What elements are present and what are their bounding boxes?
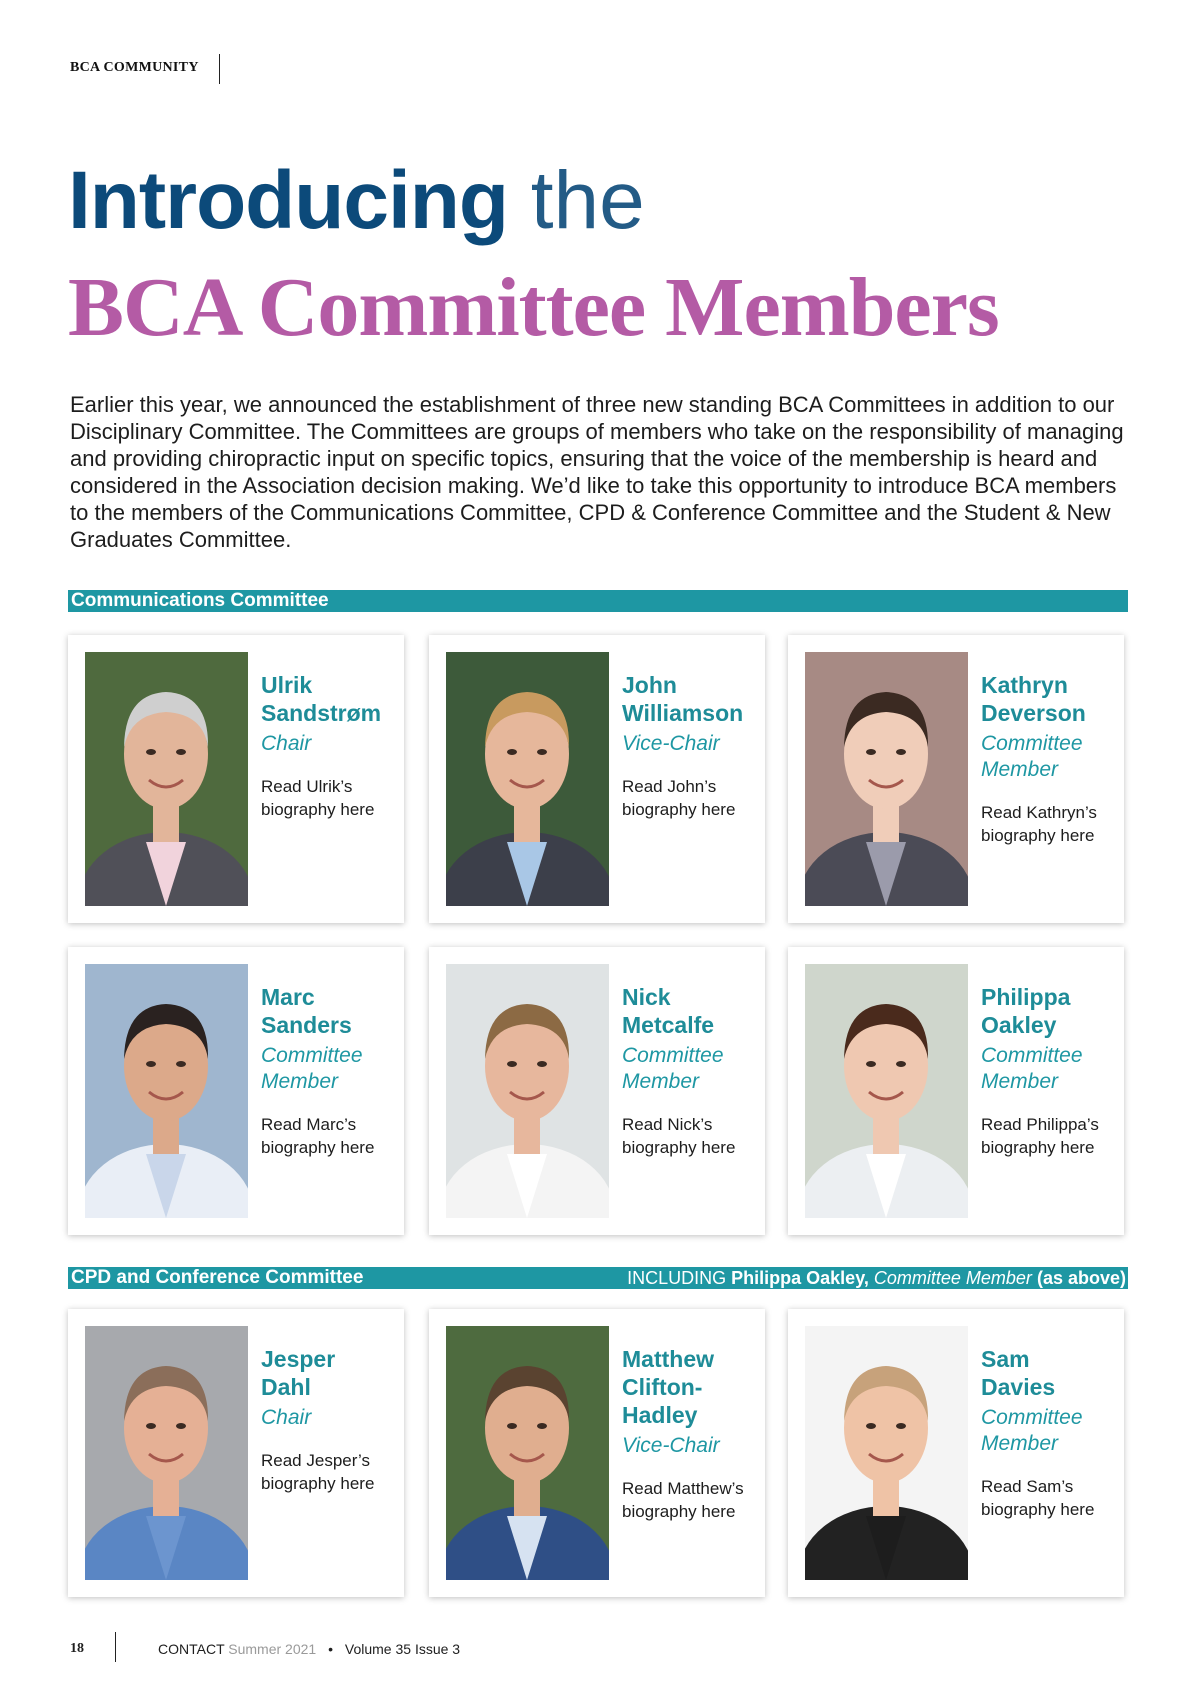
member-last-name: Oakley: [981, 1012, 1057, 1038]
member-name: [981, 983, 1116, 1039]
biography-link[interactable]: Read Matthew’s biography here: [622, 1479, 744, 1521]
member-first-name: Kathryn: [981, 672, 1068, 698]
member-first-name: Ulrik: [261, 672, 313, 698]
member-photo: [805, 652, 968, 906]
note-prefix: INCLUDING: [627, 1268, 732, 1288]
magazine-name: CONTACT: [158, 1641, 225, 1657]
member-first-name: Philippa: [981, 984, 1071, 1010]
member-name: [622, 983, 757, 1039]
member-photo: [85, 964, 248, 1218]
title-light: the: [530, 155, 645, 246]
member-first-name: Marc: [261, 984, 315, 1010]
page-title-line2: BCA Committee Members: [68, 261, 999, 354]
member-role: Chair: [261, 1406, 312, 1429]
member-photo: [85, 1326, 248, 1580]
biography-link[interactable]: Read Marc’s biography here: [261, 1115, 375, 1157]
footer-publication: [158, 1641, 460, 1657]
member-card-jesper-dahl: [68, 1309, 404, 1597]
member-first-name: Nick: [622, 984, 671, 1010]
note-role: Committee Member: [873, 1268, 1032, 1288]
section-title: CPD and Conference Committee: [71, 1267, 364, 1288]
member-name: [261, 983, 396, 1039]
note-suffix: (as above): [1036, 1268, 1126, 1288]
biography-link[interactable]: Read John’s biography here: [622, 777, 736, 819]
member-info: [981, 671, 1116, 847]
member-role: Committee Member: [261, 1044, 363, 1093]
member-card-john-williamson: [429, 635, 765, 923]
intro-paragraph: Earlier this year, we announced the establishment of three new standing BCA Committees in addition to our Disciplinary Committee. The Committees are groups of members who take on the responsibility of managing and providing chiropractic input on specific topics, ensuring that the voice of the membership is heard and considered in the Association decision making. We’d like to take this opportunity to introduce BCA members to the members of the Communications Committee, CPD & Conference Committee and the Student & New Graduates Committee.: [70, 392, 1124, 552]
member-first-name: Sam: [981, 1346, 1030, 1372]
member-info: [261, 1345, 396, 1495]
member-info: [981, 983, 1116, 1159]
member-first-name: Jesper: [261, 1346, 336, 1372]
member-photo: [446, 1326, 609, 1580]
member-info: [622, 983, 757, 1159]
member-role: Committee Member: [622, 1044, 724, 1093]
biography-link[interactable]: Read Sam’s biography here: [981, 1477, 1095, 1519]
member-name: [622, 1345, 757, 1429]
member-photo: [805, 1326, 968, 1580]
member-role: Vice-Chair: [622, 732, 720, 755]
member-card-nick-metcalfe: [429, 947, 765, 1235]
member-info: [261, 983, 396, 1159]
member-last-name: Sandstrøm: [261, 700, 382, 726]
member-info: [981, 1345, 1116, 1521]
member-card-marc-sanders: [68, 947, 404, 1235]
page-number: 18: [70, 1641, 84, 1656]
member-card-sam-davies: [788, 1309, 1124, 1597]
member-first-name: Matthew: [622, 1346, 714, 1372]
member-role: Committee Member: [981, 1044, 1083, 1093]
section-title: Communications Committee: [71, 590, 329, 611]
member-role: Vice-Chair: [622, 1434, 720, 1457]
member-info: [622, 1345, 757, 1523]
page-title-line1: [68, 155, 645, 246]
member-card-philippa-oakley: [788, 947, 1124, 1235]
member-role: Chair: [261, 732, 312, 755]
title-strong: Introducing: [68, 155, 508, 246]
member-name: [261, 1345, 396, 1401]
member-card-ulrik-sandstrm: [68, 635, 404, 923]
biography-link[interactable]: Read Philippa’s biography here: [981, 1115, 1099, 1157]
note-name: Philippa Oakley,: [731, 1268, 869, 1288]
section-band-cpd: [68, 1267, 1128, 1289]
member-name: [622, 671, 757, 727]
member-photo: [85, 652, 248, 906]
member-photo: [805, 964, 968, 1218]
biography-link[interactable]: Read Ulrik’s biography here: [261, 777, 375, 819]
issue-season: Summer 2021: [228, 1641, 317, 1657]
member-name: [261, 671, 396, 727]
member-role: Committee Member: [981, 1406, 1083, 1455]
biography-link[interactable]: Read Kathryn’s biography here: [981, 803, 1097, 845]
section-note: [627, 1267, 1126, 1289]
section-band-communications: [68, 590, 1128, 612]
member-info: [622, 671, 757, 821]
member-last-name: Metcalfe: [622, 1012, 715, 1038]
member-photo: [446, 964, 609, 1218]
member-role: Committee Member: [981, 732, 1083, 781]
member-first-name: John: [622, 672, 677, 698]
member-last-name: Deverson: [981, 700, 1086, 726]
member-last-name: Davies: [981, 1374, 1056, 1400]
member-last-name: Sanders: [261, 1012, 352, 1038]
footer-divider: [115, 1632, 116, 1662]
biography-link[interactable]: Read Nick’s biography here: [622, 1115, 736, 1157]
member-name: [981, 671, 1116, 727]
separator-dot: •: [328, 1641, 333, 1657]
issue-volume: Volume 35 Issue 3: [344, 1641, 461, 1657]
section-tag: BCA COMMUNITY: [70, 60, 199, 75]
member-last-name: Williamson: [622, 700, 744, 726]
member-card-kathryn-deverson: [788, 635, 1124, 923]
member-card-matthew-clifton-hadley: [429, 1309, 765, 1597]
member-last-name: Clifton-Hadley: [622, 1374, 703, 1428]
biography-link[interactable]: Read Jesper’s biography here: [261, 1451, 375, 1493]
member-name: [981, 1345, 1116, 1401]
member-last-name: Dahl: [261, 1374, 311, 1400]
header-divider: [219, 54, 220, 84]
member-photo: [446, 652, 609, 906]
member-info: [261, 671, 396, 821]
